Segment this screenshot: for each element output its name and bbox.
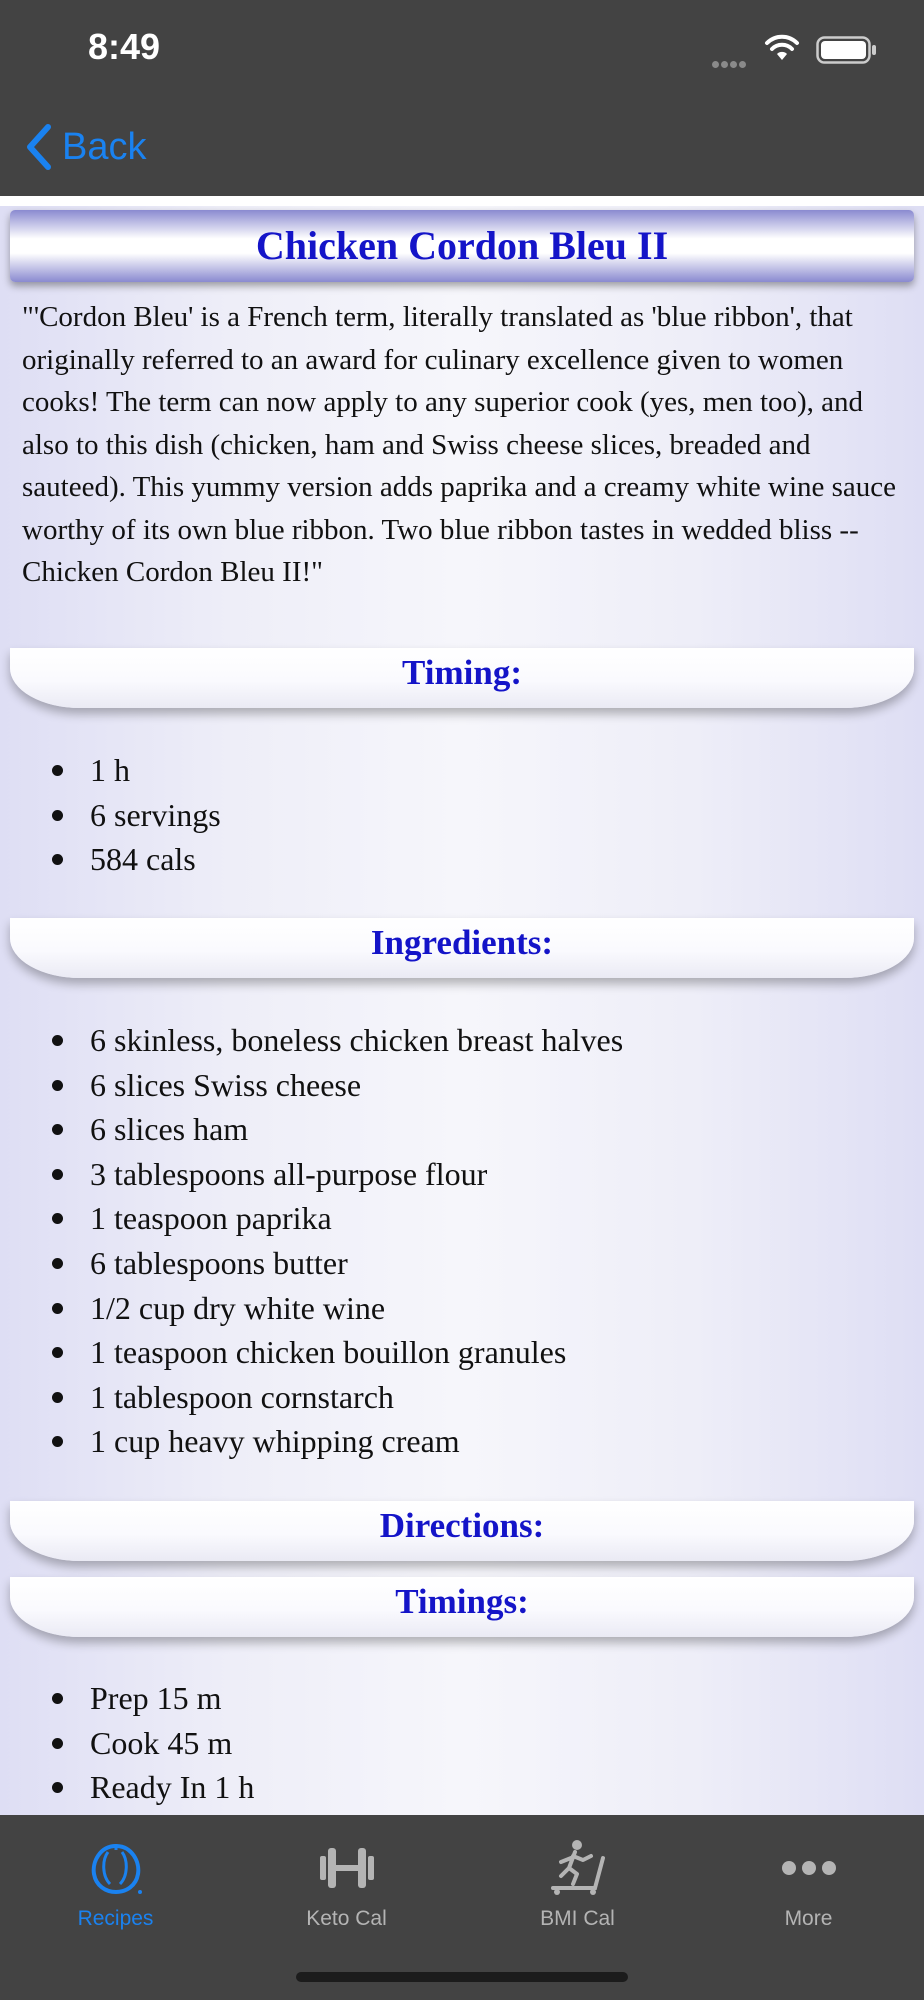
list-item: 3 tablespoons all-purpose flour (90, 1152, 623, 1197)
list-item: 584 cals (90, 837, 221, 882)
tab-label: More (784, 1907, 833, 1930)
list-item: 1 teaspoon chicken bouillon granules (90, 1330, 623, 1375)
status-bar (0, 0, 924, 100)
tab-label: BMI Cal (540, 1907, 615, 1930)
back-button[interactable] (26, 122, 146, 172)
wifi-icon (764, 34, 800, 62)
signal-icon (712, 55, 748, 73)
recipes-icon (86, 1840, 146, 1896)
list-item: 1/2 cup dry white wine (90, 1286, 623, 1331)
list-item: 6 skinless, boneless chicken breast halves (90, 1018, 623, 1063)
status-time: 8:49 (88, 26, 161, 67)
tab-recipes[interactable] (0, 1815, 231, 1935)
timing-list (90, 748, 221, 882)
navigation-bar (0, 100, 924, 196)
recipe-content[interactable] (0, 206, 924, 1816)
list-item: 6 servings (90, 793, 221, 838)
list-item: 1 tablespoon cornstarch (90, 1375, 623, 1420)
list-item: 1 h (90, 748, 221, 793)
list-item: 6 tablespoons butter (90, 1241, 623, 1286)
recipe-title: Chicken Cordon Bleu II (10, 210, 914, 282)
dumbbell-icon (316, 1842, 378, 1894)
tab-bmi-cal[interactable] (462, 1815, 693, 1935)
timings-list (90, 1676, 254, 1810)
back-label: Back (62, 125, 147, 168)
treadmill-icon (547, 1838, 609, 1898)
ingredients-heading: Ingredients: (10, 918, 914, 978)
more-icon (779, 1858, 839, 1878)
list-item: Ready In 1 h (90, 1765, 254, 1810)
directions-heading: Directions: (10, 1501, 914, 1561)
list-item: Prep 15 m (90, 1676, 254, 1721)
tab-keto-cal[interactable] (231, 1815, 462, 1935)
list-item: Cook 45 m (90, 1721, 254, 1766)
list-item: 6 slices Swiss cheese (90, 1063, 623, 1108)
timings-heading: Timings: (10, 1577, 914, 1637)
home-indicator[interactable] (296, 1972, 628, 1982)
list-item: 1 teaspoon paprika (90, 1196, 623, 1241)
list-item: 6 slices ham (90, 1107, 623, 1152)
tab-more[interactable] (693, 1815, 924, 1935)
tab-label: Recipes (77, 1907, 154, 1930)
list-item: 1 cup heavy whipping cream (90, 1419, 623, 1464)
tab-label: Keto Cal (306, 1907, 387, 1930)
chevron-left-icon (26, 124, 52, 170)
timing-heading: Timing: (10, 648, 914, 708)
recipe-description: "'Cordon Bleu' is a French term, literally translated as 'blue ribbon', that originally referred to an award for culinary excellence given to women cooks! The term can now apply to any superior cook (yes, men too), and also to this dish (chicken, ham and Swiss cheese slices, breaded and sauteed). This yummy version adds paprika and a creamy white wine sauce worthy of its own blue ribbon. Two blue ribbon tastes in wedded bliss -- Chicken Cordon Bleu II!" (22, 301, 897, 588)
ingredients-list (90, 1018, 623, 1464)
battery-icon (816, 36, 878, 64)
